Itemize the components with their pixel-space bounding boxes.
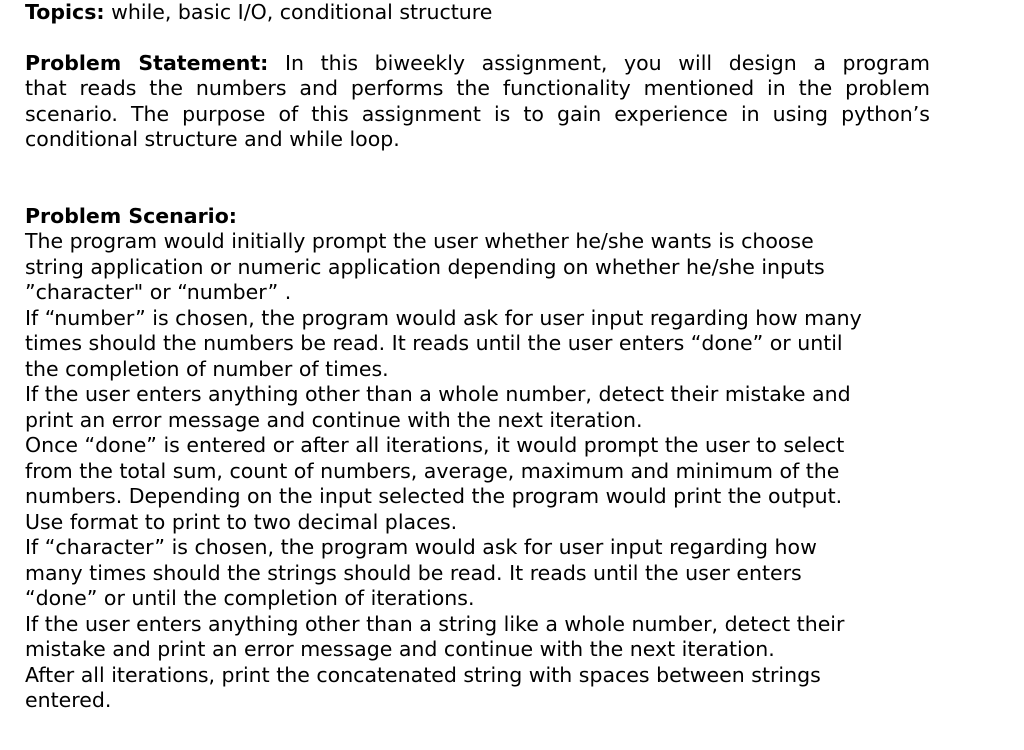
scenario-line: The program would initially prompt the user whether he/she wants is choose bbox=[25, 229, 814, 253]
scenario-line: “done” or until the completion of iterations. bbox=[25, 586, 475, 610]
problem-scenario-label: Problem Scenario: bbox=[25, 203, 237, 228]
scenario-line: After all iterations, print the concatenated string with spaces between strings bbox=[25, 662, 821, 687]
scenario-line: If “number” is chosen, the program would ask for user input regarding how many bbox=[25, 305, 862, 330]
scenario-line: Use format to print to two decimal places. bbox=[25, 509, 458, 534]
scenario-line: the completion of number of times. bbox=[25, 356, 389, 381]
statement-line bbox=[25, 51, 930, 77]
topics-text: while, basic I/O, conditional structure bbox=[104, 0, 493, 24]
scenario-line: mistake and print an error message and continue with the next iteration. bbox=[25, 637, 775, 661]
scenario-line: entered. bbox=[25, 688, 112, 712]
scenario-line: print an error message and continue with the next iteration. bbox=[25, 407, 643, 432]
topics-label: Topics: bbox=[25, 0, 105, 24]
scenario-line: string application or numeric application depending on whether he/she inputs bbox=[25, 254, 825, 279]
scenario-line: If “character” is chosen, the program would ask for user input regarding how bbox=[25, 535, 817, 559]
problem-statement-paragraph bbox=[25, 51, 930, 153]
problem-scenario-body bbox=[25, 229, 930, 714]
statement-line-text: In this biweekly assignment, you will design a program bbox=[284, 50, 930, 75]
scenario-line: from the total sum, count of numbers, average, maximum and minimum of the bbox=[25, 458, 840, 483]
statement-line: conditional structure and while loop. bbox=[25, 127, 400, 151]
scenario-line: numbers. Depending on the input selected the program would print the output. bbox=[25, 484, 843, 508]
topics-paragraph bbox=[25, 0, 930, 26]
scenario-line: If the user enters anything other than a string like a whole number, detect their bbox=[25, 611, 845, 636]
scenario-line: times should the numbers be read. It reads until the user enters “done” or until bbox=[25, 331, 843, 355]
statement-line: that reads the numbers and performs the functionality mentioned in the problem bbox=[25, 76, 930, 100]
assignment-document bbox=[25, 0, 930, 714]
statement-line: scenario. The purpose of this assignment is to gain experience in using python’s bbox=[25, 101, 930, 126]
problem-statement-label: Problem Statement: bbox=[25, 50, 269, 75]
scenario-line: Once “done” is entered or after all iterations, it would prompt the user to select bbox=[25, 433, 845, 457]
scenario-line: ”character" or “number” . bbox=[25, 280, 292, 304]
scenario-line: many times should the strings should be read. It reads until the user enters bbox=[25, 560, 802, 585]
scenario-line: If the user enters anything other than a whole number, detect their mistake and bbox=[25, 382, 851, 406]
